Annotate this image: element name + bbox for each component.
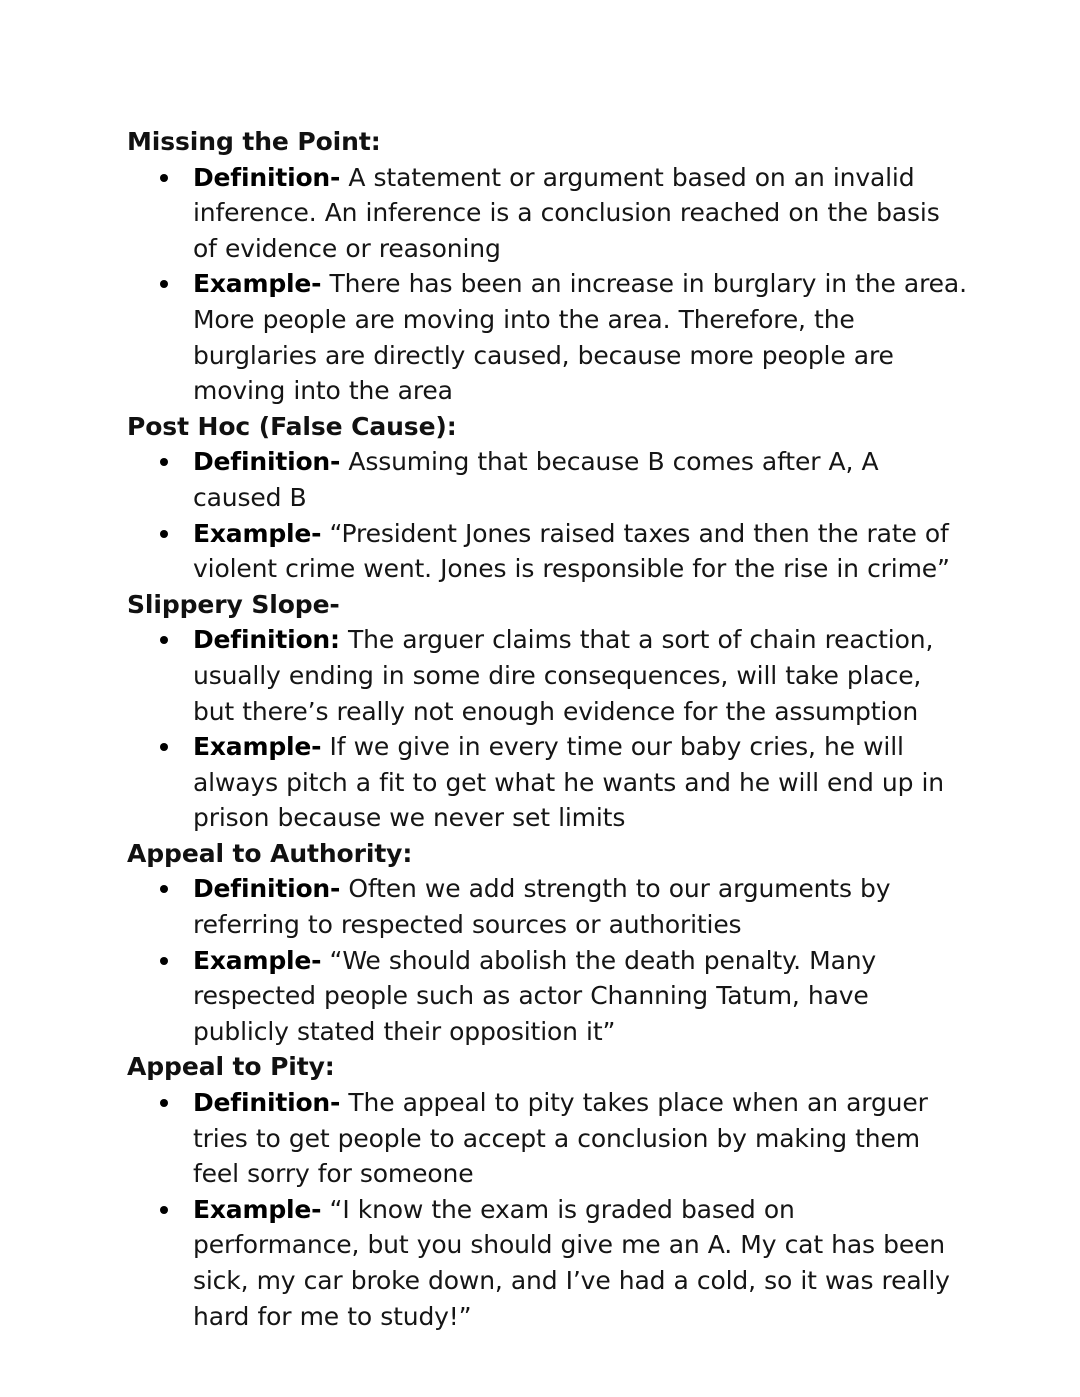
- bullet-dot-icon: [160, 743, 168, 751]
- item-text: There has been an increase in burglary in the area. More people are moving into the area. Therefore, the burglaries are directly caused, because more people are moving into the area: [193, 269, 967, 406]
- bullet-list: [127, 160, 967, 409]
- list-item: [127, 1192, 967, 1334]
- item-text: The appeal to pity takes place when an arguer tries to get people to accept a conclusion by making them feel sorry for someone: [193, 1088, 928, 1189]
- list-item: [127, 444, 967, 515]
- item-term: Example-: [193, 1194, 322, 1224]
- section-heading: Slippery Slope-: [127, 589, 340, 619]
- list-item: [127, 266, 967, 408]
- bullet-dot-icon: [160, 530, 168, 538]
- section-appeal-to-authority: [127, 836, 967, 1050]
- list-item: [127, 622, 967, 729]
- item-term: Definition-: [193, 1088, 341, 1118]
- section-heading: Appeal to Pity:: [127, 1052, 335, 1082]
- list-item: [127, 1085, 967, 1192]
- bullet-dot-icon: [160, 174, 168, 182]
- section-heading: Missing the Point:: [127, 127, 381, 156]
- bullet-dot-icon: [160, 280, 168, 288]
- section-heading: Appeal to Authority:: [127, 838, 413, 868]
- item-term: Definition:: [193, 625, 340, 655]
- section-heading: Post Hoc (False Cause):: [127, 411, 457, 441]
- section-missing-the-point: [127, 124, 967, 409]
- bullet-dot-icon: [160, 1206, 168, 1214]
- item-term: Example-: [193, 732, 322, 762]
- section-slippery-slope: [127, 587, 967, 836]
- list-item: [127, 516, 967, 587]
- notes-content: [127, 124, 967, 1334]
- item-text: The arguer claims that a sort of chain reaction, usually ending in some dire consequences, will take place, but there’s really not enough evidence for the assumption: [193, 625, 934, 726]
- item-text: A statement or argument based on an invalid inference. An inference is a conclusion reached on the basis of evidence or reasoning: [193, 162, 940, 263]
- item-text: Assuming that because B comes after A, A caused B: [193, 447, 879, 512]
- item-text: “We should abolish the death penalty. Many respected people such as actor Channing Tatum, have publicly stated their opposition it”: [193, 945, 877, 1046]
- list-item: [127, 943, 967, 1050]
- list-item: [127, 729, 967, 836]
- bullet-dot-icon: [160, 957, 168, 965]
- section-appeal-to-pity: [127, 1049, 967, 1334]
- item-text: Often we add strength to our arguments by referring to respected sources or authorities: [193, 874, 891, 940]
- bullet-dot-icon: [160, 885, 168, 893]
- item-text: If we give in every time our baby cries, he will always pitch a fit to get what he wants and he will end up in prison because we never set limits: [193, 732, 945, 833]
- bullet-dot-icon: [160, 636, 168, 644]
- bullet-list: [127, 444, 967, 586]
- item-term: Example-: [193, 518, 322, 548]
- section-post-hoc: [127, 409, 967, 587]
- list-item: [127, 160, 967, 267]
- item-term: Example-: [193, 269, 322, 299]
- item-text: “President Jones raised taxes and then the rate of violent crime went. Jones is responsible for the rise in crime”: [193, 518, 950, 584]
- item-term: Definition-: [193, 874, 341, 904]
- item-text: “I know the exam is graded based on performance, but you should give me an A. My cat has been sick, my car broke down, and I’ve had a cold, so it was really hard for me to study!”: [193, 1194, 950, 1331]
- bullet-list: [127, 622, 967, 836]
- list-item: [127, 871, 967, 942]
- bullet-dot-icon: [160, 458, 168, 466]
- item-term: Definition-: [193, 447, 341, 477]
- item-term: Definition-: [193, 162, 341, 192]
- bullet-list: [127, 1085, 967, 1334]
- item-term: Example-: [193, 945, 322, 975]
- bullet-dot-icon: [160, 1099, 168, 1107]
- bullet-list: [127, 871, 967, 1049]
